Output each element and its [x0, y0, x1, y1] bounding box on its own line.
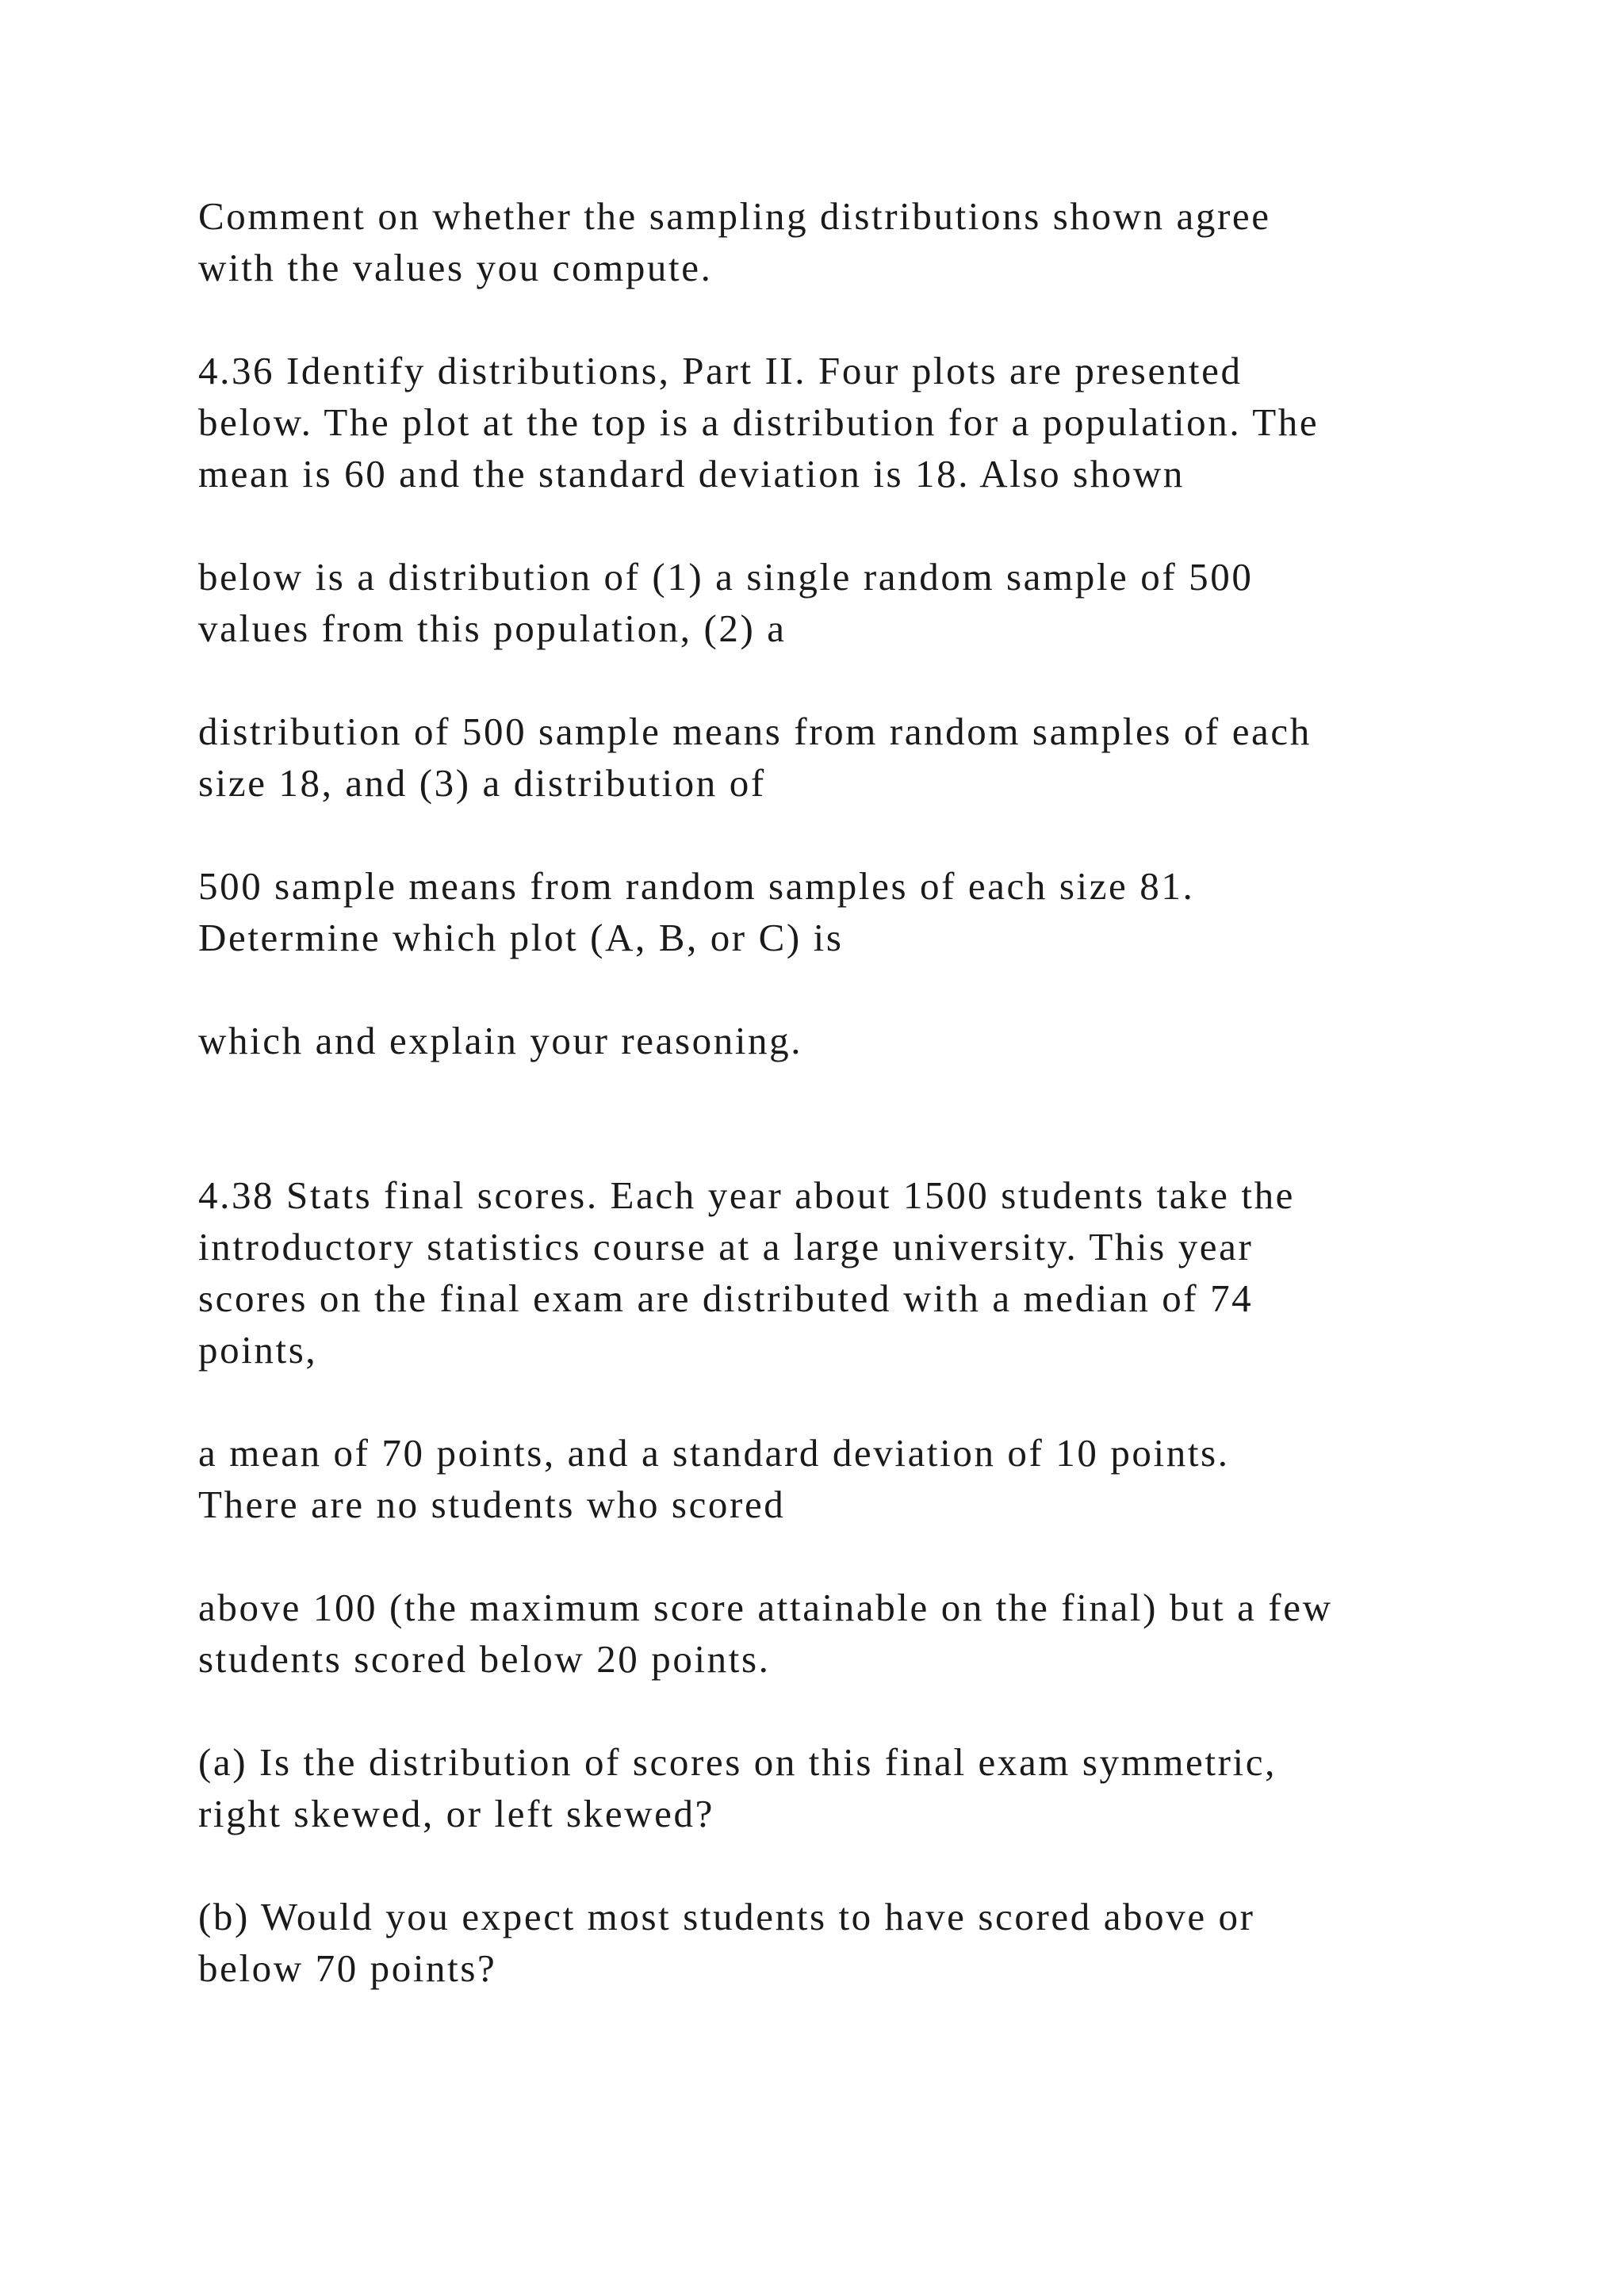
paragraph-exercise-4-36-part2: distribution of 500 sample means from random samples of each size 18, and (3) a distribution of: [198, 710, 1312, 805]
question-b: (b) Would you expect most students to have scored above or below 70 points?: [198, 1895, 1255, 1990]
paragraph-exercise-4-36-end: which and explain your reasoning.: [198, 1019, 803, 1062]
paragraph-exercise-4-36-part1: below is a distribution of (1) a single random sample of 500 values from this population, (2) a: [198, 555, 1254, 650]
paragraph-exercise-4-38-range: above 100 (the maximum score attainable on the final) but a few students scored below 20 points.: [198, 1586, 1333, 1681]
paragraph-exercise-4-36-intro: 4.36 Identify distributions, Part II. Four plots are presented below. The plot at the top is a distribution for a population. The mean is 60 and the standard deviation is 18. Also shown: [198, 349, 1320, 496]
paragraph-exercise-4-36-part3: 500 sample means from random samples of each size 81. Determine which plot (A, B, or C) is: [198, 864, 1195, 959]
paragraph-exercise-4-38-intro: 4.38 Stats final scores. Each year about 1500 students take the introductory statistics course at a large university. This year scores on the final exam are distributed with a median of 74 points,: [198, 1173, 1296, 1372]
paragraph-sampling-comment: Comment on whether the sampling distributions shown agree with the values you compute.: [198, 194, 1271, 289]
document-body: [198, 190, 1499, 1994]
paragraph-exercise-4-38-stats: a mean of 70 points, and a standard deviation of 10 points. There are no students who scored: [198, 1431, 1230, 1526]
question-a: (a) Is the distribution of scores on this final exam symmetric, right skewed, or left skewed?: [198, 1740, 1277, 1835]
